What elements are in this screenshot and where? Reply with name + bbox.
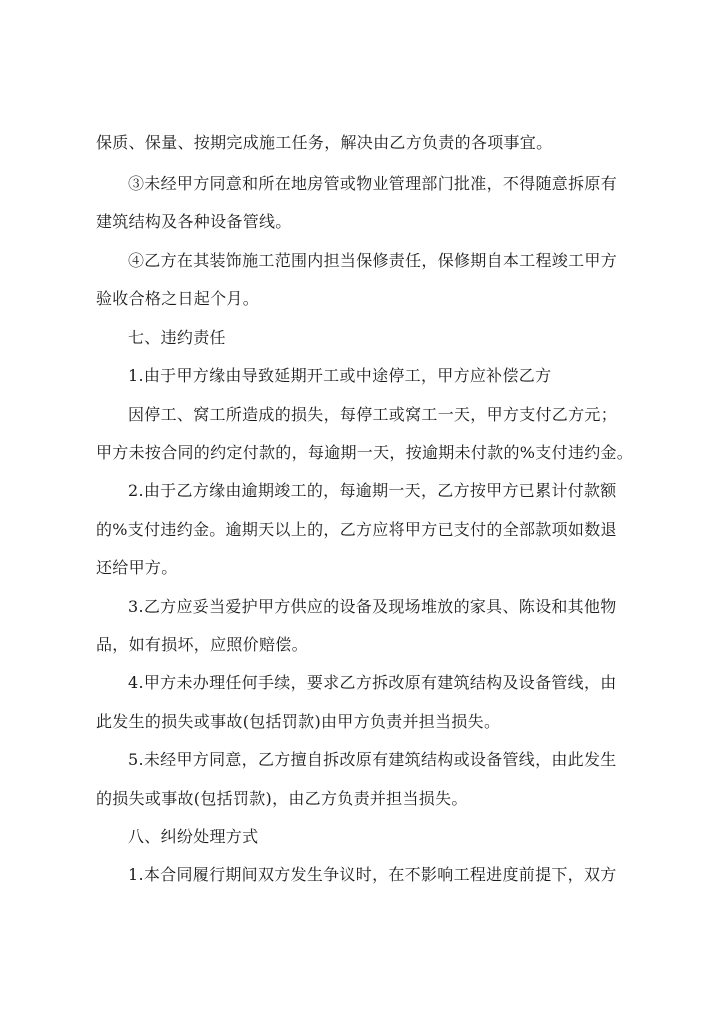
- text-line: 5.未经甲方同意，乙方擅自拆改原有建筑结构或设备管线，由此发生: [128, 750, 617, 769]
- text-line: 4.甲方未办理任何手续，要求乙方拆改原有建筑结构及设备管线，由: [128, 673, 617, 692]
- text-line: 此发生的损失或事故(包括罚款)由甲方负责并担当损失。: [96, 712, 501, 731]
- text-line: 还给甲方。: [96, 558, 178, 577]
- text-line: 的%支付违约金。逾期天以上的，乙方应将甲方已支付的全部款项如数退: [96, 520, 617, 539]
- text-line: ③未经甲方同意和所在地房管或物业管理部门批准，不得随意拆原有: [128, 174, 618, 193]
- text-line: 1.由于甲方缘由导致延期开工或中途停工，甲方应补偿乙方: [128, 366, 552, 385]
- text-line: 3.乙方应妥当爱护甲方供应的设备及现场堆放的家具、陈设和其他物: [128, 597, 617, 616]
- text-line: 建筑结构及各种设备管线。: [96, 212, 292, 231]
- text-line: 1.本合同履行期间双方发生争议时，在不影响工程进度前提下，双方: [128, 865, 617, 884]
- text-line: 因停工、窝工所造成的损失，每停工或窝工一天，甲方支付乙方元；: [128, 405, 618, 424]
- text-line: 甲方未按合同的约定付款的，每逾期一天，按逾期未付款的%支付违约金。: [96, 443, 634, 462]
- text-line: 验收合格之日起个月。: [96, 289, 260, 308]
- text-line: ④乙方在其装饰施工范围内担当保修责任，保修期自本工程竣工甲方: [128, 251, 618, 270]
- text-line: 2.由于乙方缘由逾期竣工的，每逾期一天，乙方按甲方已累计付款额: [128, 481, 617, 500]
- section-heading: 八、纠纷处理方式: [128, 827, 259, 846]
- text-line: 保质、保量、按期完成施工任务，解决由乙方负责的各项事宜。: [96, 133, 553, 152]
- text-line: 品，如有损坏，应照价赔偿。: [96, 635, 308, 654]
- text-line: 的损失或事故(包括罚款)，由乙方负责并担当损失。: [96, 789, 468, 808]
- section-heading: 七、违约责任: [128, 328, 226, 347]
